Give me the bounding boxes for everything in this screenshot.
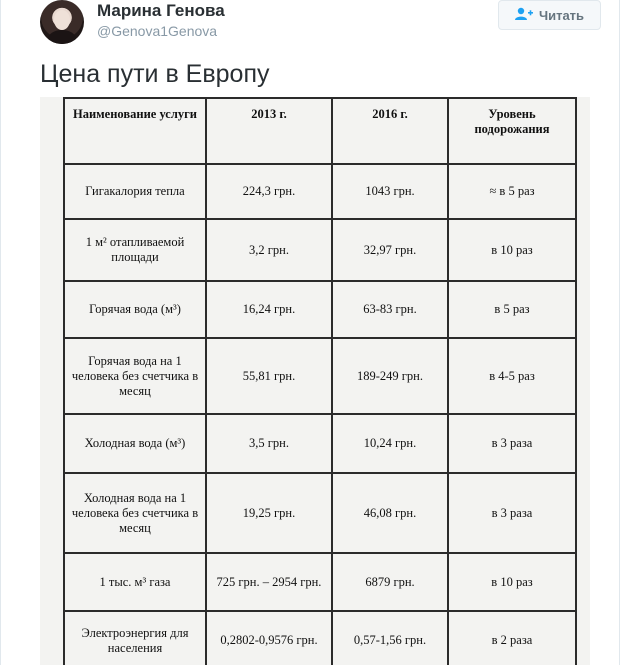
table-row xyxy=(64,164,576,219)
avatar-face xyxy=(54,10,70,30)
tweet-image[interactable] xyxy=(40,97,590,665)
cell-increase: в 10 раз xyxy=(448,219,576,281)
cell-2016: 1043 грн. xyxy=(332,164,448,219)
author-handle[interactable]: @Genova1Genova xyxy=(97,23,218,39)
table-header-row xyxy=(64,98,576,164)
cell-2013: 16,24 грн. xyxy=(206,281,332,338)
cell-increase: в 3 раза xyxy=(448,473,576,553)
header-service: Наименование услуги xyxy=(64,98,206,164)
cell-2013: 0,2802-0,9576 грн. xyxy=(206,611,332,665)
follow-label: Читать xyxy=(538,7,585,23)
header-increase: Уровень подорожания xyxy=(448,98,576,164)
header-2016: 2016 г. xyxy=(332,98,448,164)
table-row xyxy=(64,281,576,338)
table-row xyxy=(64,553,576,611)
author-name[interactable]: Марина Генова xyxy=(97,1,225,20)
table-row xyxy=(64,219,576,281)
cell-2016: 6879 грн. xyxy=(332,553,448,611)
avatar[interactable] xyxy=(40,0,84,44)
cell-increase: в 3 раза xyxy=(448,414,576,473)
cell-2013: 725 грн. – 2954 грн. xyxy=(206,553,332,611)
follow-button[interactable] xyxy=(498,0,601,30)
table-row xyxy=(64,338,576,414)
cell-service: Горячая вода на 1 человека без счетчика в месяц xyxy=(64,338,206,414)
cell-increase: ≈ в 5 раз xyxy=(448,164,576,219)
cell-service: Гигакалория тепла xyxy=(64,164,206,219)
cell-2016: 189-249 грн. xyxy=(332,338,448,414)
cell-2013: 3,2 грн. xyxy=(206,219,332,281)
cell-increase: в 10 раз xyxy=(448,553,576,611)
avatar-body xyxy=(48,30,76,44)
cell-2013: 224,3 грн. xyxy=(206,164,332,219)
cell-2016: 63-83 грн. xyxy=(332,281,448,338)
cell-increase: в 4-5 раз xyxy=(448,338,576,414)
table-row xyxy=(64,414,576,473)
cell-2013: 3,5 грн. xyxy=(206,414,332,473)
table-row xyxy=(64,611,576,665)
cell-service: Горячая вода (м³) xyxy=(64,281,206,338)
cell-increase: в 5 раз xyxy=(448,281,576,338)
tweet-text: Цена пути в Европу xyxy=(40,60,270,88)
cell-2013: 55,81 грн. xyxy=(206,338,332,414)
cell-2013: 19,25 грн. xyxy=(206,473,332,553)
table-row xyxy=(64,473,576,553)
cell-2016: 32,97 грн. xyxy=(332,219,448,281)
cell-service: Холодная вода на 1 человека без счетчика в месяц xyxy=(64,473,206,553)
price-table xyxy=(63,97,577,665)
left-border xyxy=(0,0,1,665)
header-2013: 2013 г. xyxy=(206,98,332,164)
cell-increase: в 2 раза xyxy=(448,611,576,665)
cell-2016: 10,24 грн. xyxy=(332,414,448,473)
add-user-icon xyxy=(515,7,533,24)
cell-service: Холодная вода (м³) xyxy=(64,414,206,473)
cell-2016: 46,08 грн. xyxy=(332,473,448,553)
cell-2016: 0,57-1,56 грн. xyxy=(332,611,448,665)
cell-service: 1 м² отапливаемой площади xyxy=(64,219,206,281)
cell-service: Электроэнергия для населения xyxy=(64,611,206,665)
cell-service: 1 тыс. м³ газа xyxy=(64,553,206,611)
